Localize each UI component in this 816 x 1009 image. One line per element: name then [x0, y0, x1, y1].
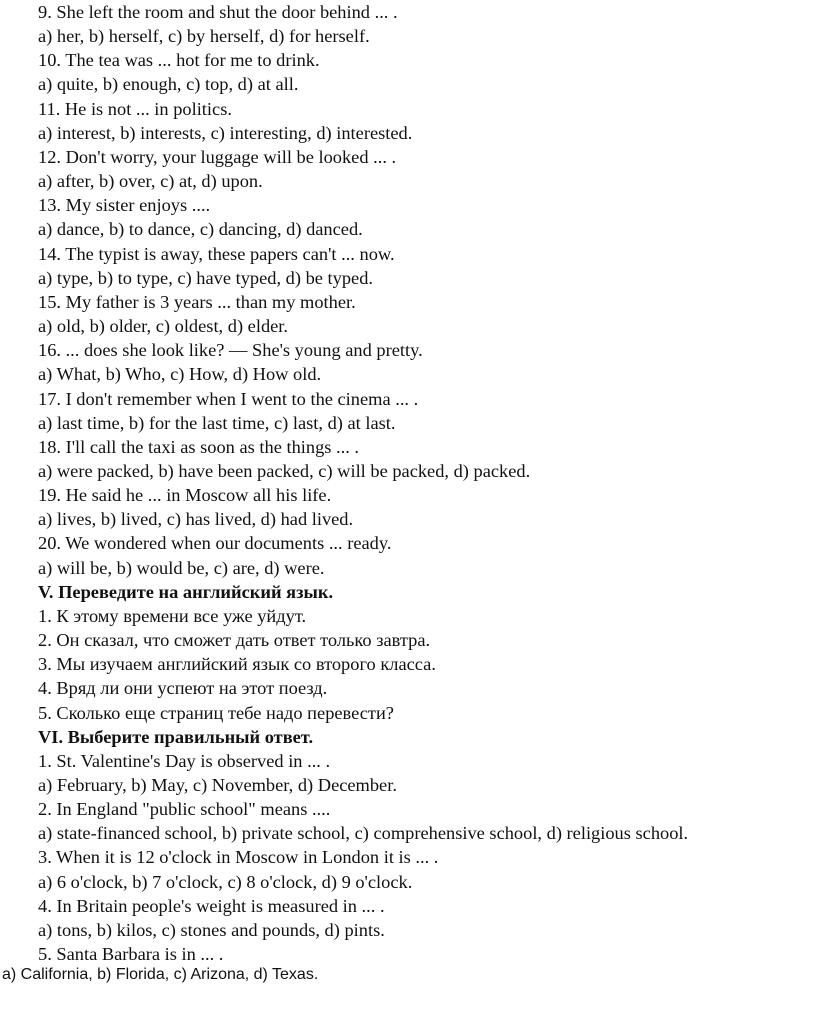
- vi-question-3: 3. When it is 12 o'clock in Moscow in London it is ... .: [38, 847, 439, 868]
- question-10: 10. The tea was ... hot for me to drink.: [38, 50, 320, 71]
- vi-question-4: 4. In Britain people's weight is measured in ... .: [38, 895, 385, 916]
- question-18: 18. I'll call the taxi as soon as the things ... .: [38, 436, 360, 457]
- section-vi-heading: VI. Выберите правильный ответ.: [38, 726, 314, 747]
- vi-answers-3: a) 6 o'clock, b) 7 o'clock, c) 8 o'clock, d) 9 o'clock.: [38, 871, 413, 892]
- question-13: 13. My sister enjoys ....: [38, 195, 211, 216]
- question-17: 17. I don't remember when I went to the cinema ... .: [38, 388, 419, 409]
- translate-item-4: 4. Вряд ли они успеют на этот поезд.: [38, 678, 328, 699]
- answers-15: a) old, b) older, c) oldest, d) elder.: [38, 316, 289, 337]
- vi-question-2: 2. In England "public school" means ....: [38, 799, 331, 820]
- section-v-heading: V. Переведите на английский язык.: [38, 581, 334, 602]
- answers-9: a) her, b) herself, c) by herself, d) for herself.: [38, 26, 370, 47]
- answers-16: a) What, b) Who, c) How, d) How old.: [38, 364, 322, 385]
- answers-14: a) type, b) to type, c) have typed, d) be typed.: [38, 267, 374, 288]
- answers-19: a) lives, b) lived, c) has lived, d) had lived.: [38, 509, 354, 530]
- translate-item-3: 3. Мы изучаем английский язык со второго класса.: [38, 654, 436, 675]
- vi-answers-1: a) February, b) May, c) November, d) December.: [38, 775, 397, 795]
- vi-answers-5: a) California, b) Florida, c) Arizona, d) Texas.: [2, 966, 319, 983]
- question-15: 15. My father is 3 years ... than my mother.: [38, 291, 356, 312]
- answers-17: a) last time, b) for the last time, c) last, d) at last.: [38, 412, 396, 433]
- answers-10: a) quite, b) enough, c) top, d) at all.: [38, 74, 299, 95]
- answers-18: a) were packed, b) have been packed, c) will be packed, d) packed.: [38, 460, 531, 481]
- question-20: 20. We wondered when our documents ... ready.: [38, 533, 392, 554]
- translate-item-2: 2. Он сказал, что сможет дать ответ только завтра.: [38, 630, 431, 651]
- vi-answers-2: a) state-financed school, b) private school, c) comprehensive school, d) religious school.: [38, 823, 689, 844]
- question-16: 16. ... does she look like? — She's young and pretty.: [38, 340, 423, 361]
- answers-11: a) interest, b) interests, c) interesting, d) interested.: [38, 122, 413, 143]
- answers-20: a) will be, b) would be, c) are, d) were.: [38, 557, 325, 578]
- document-page: [38, 0, 808, 966]
- question-11: 11. He is not ... in politics.: [38, 98, 232, 119]
- question-9: 9. She left the room and shut the door behind ... .: [38, 2, 398, 22]
- answers-12: a) after, b) over, c) at, d) upon.: [38, 171, 263, 192]
- answers-13: a) dance, b) to dance, c) dancing, d) danced.: [38, 219, 363, 240]
- vi-question-5: 5. Santa Barbara is in ... .: [38, 944, 224, 965]
- question-12: 12. Don't worry, your luggage will be looked ... .: [38, 146, 397, 167]
- translate-item-1: 1. К этому времени все уже уйдут.: [38, 605, 307, 626]
- translate-item-5: 5. Сколько еще страниц тебе надо перевести?: [38, 702, 394, 723]
- question-19: 19. He said he ... in Moscow all his life.: [38, 485, 332, 506]
- vi-answers-4: a) tons, b) kilos, c) stones and pounds, d) pints.: [38, 919, 385, 940]
- question-14: 14. The typist is away, these papers can't ... now.: [38, 243, 395, 264]
- vi-question-1: 1. St. Valentine's Day is observed in ... .: [38, 750, 331, 771]
